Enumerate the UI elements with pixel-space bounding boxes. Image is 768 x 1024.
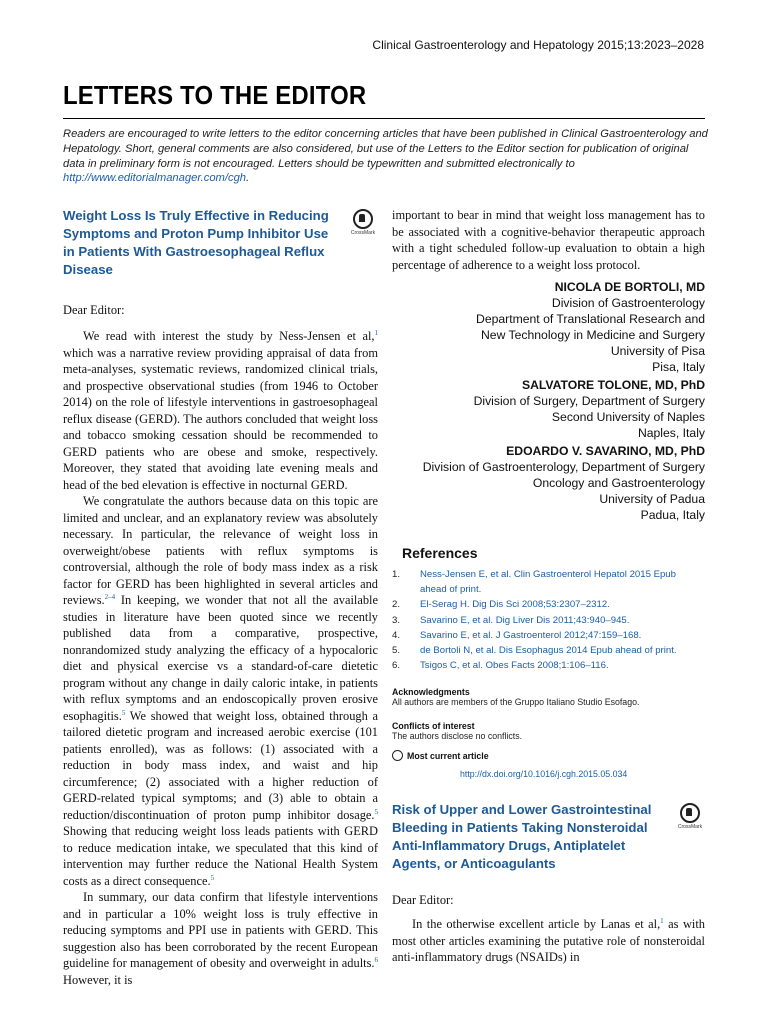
reference-item[interactable] xyxy=(392,658,705,673)
article1-body xyxy=(63,328,378,988)
author-3 xyxy=(392,443,705,523)
ref-link[interactable]: 2–4 xyxy=(104,592,116,601)
article1-paragraph-2 xyxy=(63,493,378,889)
article2-paragraph-1 xyxy=(392,916,705,966)
editorial-manager-link[interactable]: http://www.editorialmanager.com/cgh xyxy=(63,172,247,185)
references-heading: References xyxy=(402,545,478,561)
text: We showed that weight loss, obtained through a tailored dietetic program and increased aerobic exercise (101 patients enrolled), was as follows: (1) associated with a reduction in body mass index, and waist and hip circumference; (2) associated with a higher reduction of GERD-related typical symptoms; and (3) able to obtain a reduction/discontinuation of proton pump inhibitor dosage. xyxy=(63,708,378,822)
acknowledgments-heading: Acknowledgments xyxy=(392,687,470,698)
affiliation-line: Second University of Naples xyxy=(551,410,705,424)
reference-link[interactable]: Ness-Jensen E, et al. Clin Gastroenterol Hepatol 2015 Epub ahead of print. xyxy=(420,569,676,596)
author-1 xyxy=(392,279,705,375)
ref-link[interactable]: 5 xyxy=(210,873,215,882)
text: In the otherwise excellent article by Lanas et al, xyxy=(412,917,661,932)
affiliation-line: Division of Gastroenterology, Department of Surgery xyxy=(422,460,705,474)
text: In keeping, we wonder that not all the available studies in literature have been quoted since we recently published data from a comparative, prospective, nonrandomized study analyzing the efficacy of a hypocaloric diet and physical exercise vs a standard-of-care dietetic program without any change in daily caloric intake, in patients with reflux symptoms and an endoscopically proven erosive esophagitis. xyxy=(63,593,378,723)
reference-number: 3. xyxy=(392,614,401,626)
doi-link[interactable]: http://dx.doi.org/10.1016/j.cgh.2015.05.034 xyxy=(460,769,628,780)
affiliation-line: Oncology and Gastroenterology xyxy=(532,476,705,490)
ref-link[interactable]: 1 xyxy=(660,917,664,926)
affiliation-line: Department of Translational Research and xyxy=(476,312,705,326)
reference-number: 6. xyxy=(392,660,401,672)
crossmark-label: CrossMark xyxy=(350,230,376,236)
article1-paragraph-3-continued xyxy=(392,207,705,273)
crossmark-small-icon xyxy=(392,750,403,761)
reference-link[interactable]: El-Serag H. Dig Dis Sci 2008;53:2307–2312. xyxy=(420,599,610,611)
article2-header xyxy=(392,801,705,873)
article1-title[interactable]: Weight Loss Is Truly Effective in Reducing Symptoms and Proton Pump Inhibitor Use in Patients With Gastroesophageal Reflux Disease xyxy=(63,208,329,277)
reference-link[interactable]: de Bortoli N, et al. Dis Esophagus 2014 Epub ahead of print. xyxy=(420,645,677,657)
conflicts-text: The authors disclose no conflicts. xyxy=(392,731,523,742)
author-list xyxy=(392,279,705,523)
ref-link[interactable]: 6 xyxy=(374,955,378,964)
crossmark-label: CrossMark xyxy=(677,824,703,831)
crossmark-icon[interactable] xyxy=(677,803,703,830)
article2-body xyxy=(392,916,705,966)
ref-link[interactable]: 5 xyxy=(374,807,378,816)
reference-link[interactable]: Tsigos C, et al. Obes Facts 2008;1:106–116. xyxy=(420,660,609,672)
reference-item[interactable] xyxy=(392,567,705,597)
crossmark-icon[interactable] xyxy=(350,209,376,236)
author-name: EDOARDO V. SAVARINO, MD, PhD xyxy=(506,444,705,458)
reference-item[interactable] xyxy=(392,597,705,612)
reference-item[interactable] xyxy=(392,613,705,628)
section-title: LETTERS TO THE EDITOR xyxy=(63,80,367,110)
text: Showing that reducing weight loss leads patients with GERD to reduce medication intake, we speculated that this kind of intervention may further reduce the National Health System costs as a direct consequence. xyxy=(63,824,378,888)
article1-salutation: Dear Editor: xyxy=(63,303,125,317)
right-column xyxy=(392,207,705,966)
affiliation-line: University of Pisa xyxy=(610,344,705,358)
affiliation-line: Pisa, Italy xyxy=(652,360,705,374)
reference-item[interactable] xyxy=(392,628,705,643)
reference-number: 4. xyxy=(392,629,401,641)
article2-title[interactable]: Risk of Upper and Lower Gastrointestinal Bleeding in Patients Taking Nonsteroidal Anti-Inflammatory Drugs, Antiplatelet Agents, or Anticoagulants xyxy=(392,802,652,872)
affiliation-line: University of Padua xyxy=(599,492,705,506)
text: as with most other articles examining the putative role of nonsteroidal anti-inflammatory drugs (NSAIDs) in xyxy=(392,917,705,965)
reference-number: 5. xyxy=(392,645,401,657)
affiliation-line: Division of Surgery, Department of Surgery xyxy=(473,394,705,408)
intro-text: Readers are encouraged to write letters to the editor concerning articles that have been published in Clinical Gastroenterology and Hepatology. Short, general comments are also considered, but use of the Letters to the Editor section for publication of original data in preliminary form is not encouraged. Letters should be typewritten and submitted electronically to xyxy=(63,128,708,170)
ref-link[interactable]: 5 xyxy=(121,708,126,717)
reference-link[interactable]: Savarino E, et al. Dig Liver Dis 2011;43:940–945. xyxy=(420,614,630,626)
reference-number: 2. xyxy=(392,599,401,611)
article1-paragraph-1 xyxy=(63,328,378,493)
author-name: NICOLA DE BORTOLI, MD xyxy=(554,280,705,294)
article1-header xyxy=(63,207,378,279)
intro-period: . xyxy=(246,172,250,185)
left-column xyxy=(63,207,378,988)
ref-link[interactable]: 1 xyxy=(374,328,378,337)
author-name: SALVATORE TOLONE, MD, PhD xyxy=(521,378,705,392)
affiliation-line: Naples, Italy xyxy=(637,426,705,440)
crossmark-badge-icon xyxy=(353,209,373,229)
article1-body-continued xyxy=(392,207,705,273)
conflicts-heading: Conflicts of interest xyxy=(392,721,475,732)
article2-salutation: Dear Editor: xyxy=(392,893,454,908)
text: which was a narrative review providing appraisal of data from meta-analyses, systematic reviews, randomized clinical trials, and prospective observational studies (from 1946 to October 2014) on the role of lifestyle interventions in gastroesophageal reflux disease (GERD). The authors concluded that weight loss and tobacco smoking cessation should be recommended to GERD patients who are obese and smoke, respectively. Moreover, they stated that avoiding late evening meals and head of the bed elevation is effective in nocturnal GERD. xyxy=(63,345,378,492)
text: We congratulate the authors because data on this topic are limited and unclear, and an explanatory review was absolutely necessary. In particular, the relevance of weight loss in overweight/obese patients with reflux symptoms is controversial, although the role of body mass index as a risk factor for GERD has been highlighted in several articles and reviews. xyxy=(63,494,378,607)
text: We read with interest the study by Ness-Jensen et al, xyxy=(83,329,375,343)
reference-link[interactable]: Savarino E, et al. J Gastroenterol 2012;47:159–168. xyxy=(420,629,642,641)
reference-number: 1. xyxy=(392,569,401,580)
text: However, it is xyxy=(63,972,133,987)
header-rule xyxy=(63,118,705,119)
article1-paragraph-3 xyxy=(63,889,378,988)
reference-list xyxy=(392,567,705,673)
crossmark-badge-icon xyxy=(680,803,700,823)
journal-citation: Clinical Gastroenterology and Hepatology 2015;13:2023–2028 xyxy=(372,38,704,52)
intro-paragraph xyxy=(63,127,708,186)
affiliation-line: Division of Gastroenterology xyxy=(551,296,705,310)
acknowledgments-text: All authors are members of the Gruppo Italiano Studio Esofago. xyxy=(392,697,640,708)
most-current-article[interactable] xyxy=(392,750,705,761)
affiliation-line: New Technology in Medicine and Surgery xyxy=(480,328,705,342)
text: important to bear in mind that weight loss management has to be associated with a cognitive-behavior therapeutic approach with a tight scheduled follow-up evaluation to obtain a high percentage of adherence to a weight loss protocol. xyxy=(392,208,705,272)
text: In summary, our data confirm that lifestyle interventions and in particular a 10% weight loss is truly effective in reducing symptoms and PPI use in patients with GERD. This suggestion also has been corroborated by the recent European guideline for management of obesity and overweight in adults. xyxy=(63,890,378,970)
affiliation-line: Padua, Italy xyxy=(640,508,705,522)
reference-item[interactable] xyxy=(392,643,705,658)
most-current-label: Most current article xyxy=(407,750,489,761)
author-2 xyxy=(392,377,705,441)
